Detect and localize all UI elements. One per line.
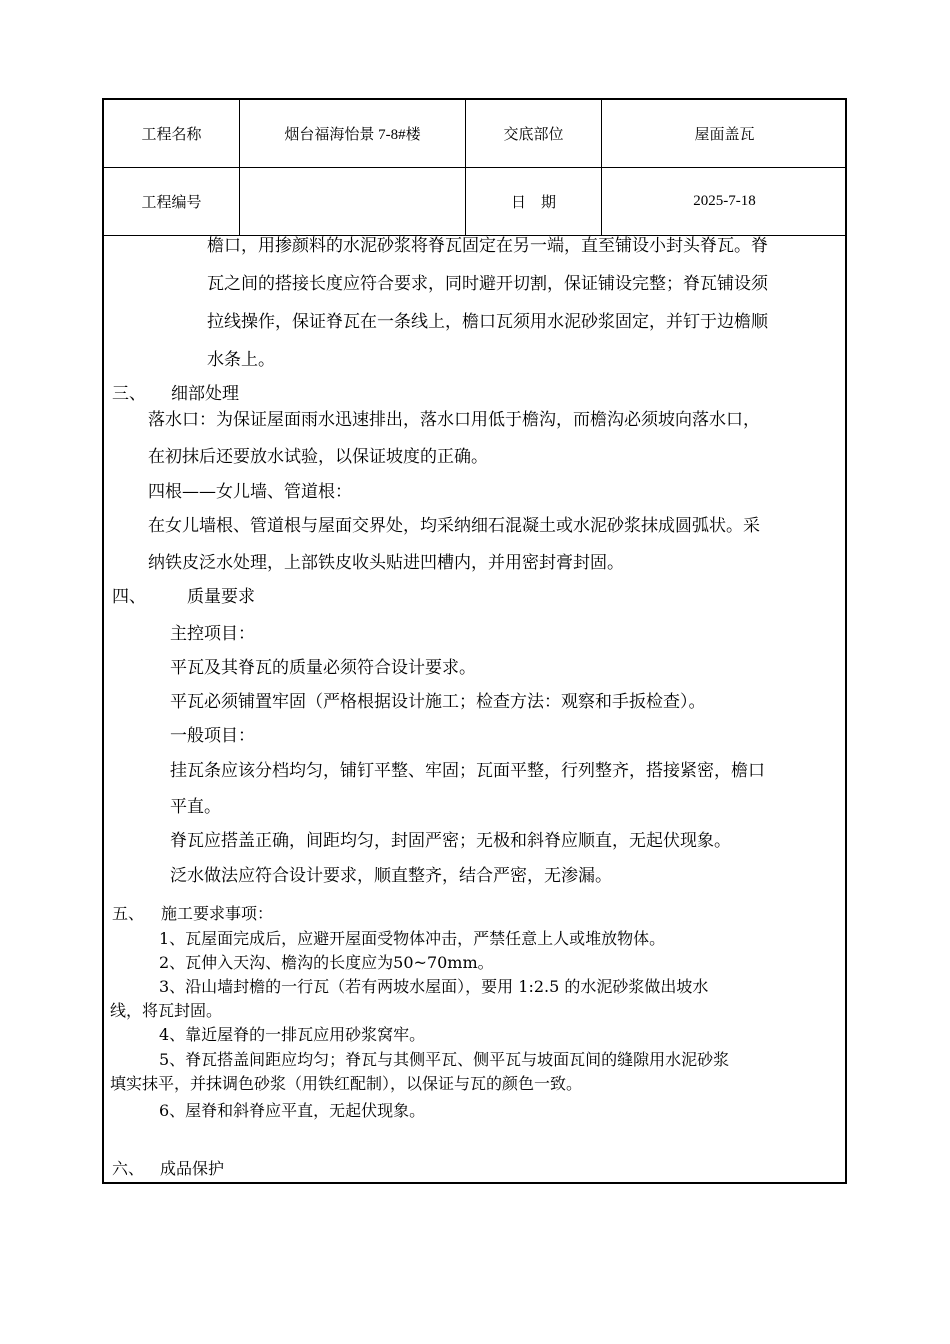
section-heading: 细部处理 bbox=[171, 384, 239, 404]
project-name-value: 烟台福海怡景 7-8#楼 bbox=[284, 126, 421, 143]
section-number: 四、 bbox=[112, 587, 146, 607]
date-label: 日 期 bbox=[510, 194, 556, 211]
paragraph-line: 平瓦及其脊瓦的质量必须符合设计要求。 bbox=[170, 658, 476, 678]
paragraph-line: 在女儿墙根、管道根与屋面交界处，均采纳细石混凝土或水泥砂浆抹成圆弧状。采 bbox=[148, 516, 760, 536]
paragraph-line: 在初抹后还要放水试验，以保证坡度的正确。 bbox=[148, 447, 488, 467]
project-no-value bbox=[240, 168, 465, 234]
paragraph-line: 填实抹平，并抹调色砂浆（用铁红配制），以保证与瓦的颜色一致。 bbox=[110, 1074, 583, 1093]
paragraph-line: 拉线操作，保证脊瓦在一条线上，檐口瓦须用水泥砂浆固定，并钉于边檐顺 bbox=[207, 312, 768, 332]
section-number: 三、 bbox=[112, 384, 146, 404]
paragraph-line: 一般项目： bbox=[170, 726, 255, 746]
section-number: 六、 bbox=[112, 1159, 145, 1178]
section-heading: 施工要求事项： bbox=[161, 904, 274, 923]
paragraph-line: 3、沿山墙封檐的一行瓦（若有两坡水屋面），要用 1:2.5 的水泥砂浆做出坡水 bbox=[159, 977, 709, 996]
paragraph-line: 檐口，用掺颜料的水泥砂浆将脊瓦固定在另一端，直至铺设小封头脊瓦。脊 bbox=[207, 236, 768, 256]
paragraph-line: 四根——女儿墙、管道根： bbox=[148, 482, 352, 502]
paragraph-line: 脊瓦应搭盖正确，间距均匀，封固严密；无极和斜脊应顺直，无起伏现象。 bbox=[170, 831, 731, 851]
paragraph-line: 水条上。 bbox=[207, 350, 275, 370]
paragraph-line: 平直。 bbox=[170, 797, 221, 817]
paragraph-line: 泛水做法应符合设计要求，顺直整齐，结合严密，无渗漏。 bbox=[170, 866, 612, 886]
section-heading: 质量要求 bbox=[187, 587, 255, 607]
location-label: 交底部位 bbox=[503, 126, 564, 143]
section-heading: 成品保护 bbox=[160, 1159, 225, 1178]
paragraph-line: 落水口：为保证屋面雨水迅速排出，落水口用低于檐沟，而檐沟必须坡向落水口， bbox=[148, 410, 760, 430]
paragraph-line: 线，将瓦封固。 bbox=[110, 1001, 223, 1020]
paragraph-line: 1、瓦屋面完成后，应避开屋面受物体冲击，严禁任意上人或堆放物体。 bbox=[159, 929, 666, 948]
paragraph-line: 纳铁皮泛水处理，上部铁皮收头贴进凹槽内，并用密封膏封固。 bbox=[148, 553, 624, 573]
paragraph-line: 5、脊瓦搭盖间距应均匀；脊瓦与其侧平瓦、侧平瓦与坡面瓦间的缝隙用水泥砂浆 bbox=[159, 1050, 730, 1069]
date-value: 2025-7-18 bbox=[693, 192, 756, 209]
paragraph-line: 主控项目： bbox=[170, 624, 255, 644]
project-no-label: 工程编号 bbox=[141, 194, 202, 211]
location-value: 屋面盖瓦 bbox=[694, 126, 755, 143]
paragraph-line: 6、屋脊和斜脊应平直，无起伏现象。 bbox=[159, 1101, 426, 1120]
paragraph-line: 平瓦必须铺置牢固（严格根据设计施工；检查方法：观察和手扳检查）。 bbox=[170, 692, 706, 712]
paragraph-line: 挂瓦条应该分档均匀，铺钉平整、牢固；瓦面平整，行列整齐，搭接紧密，檐口 bbox=[170, 761, 765, 781]
paragraph-line: 4、靠近屋脊的一排瓦应用砂浆窝牢。 bbox=[159, 1025, 426, 1044]
paragraph-line: 瓦之间的搭接长度应符合要求，同时避开切割，保证铺设完整；脊瓦铺设须 bbox=[207, 274, 768, 294]
paragraph-line: 2、瓦伸入天沟、檐沟的长度应为50~70mm。 bbox=[159, 953, 494, 972]
section-number: 五、 bbox=[112, 904, 145, 923]
project-name-label: 工程名称 bbox=[141, 126, 202, 143]
